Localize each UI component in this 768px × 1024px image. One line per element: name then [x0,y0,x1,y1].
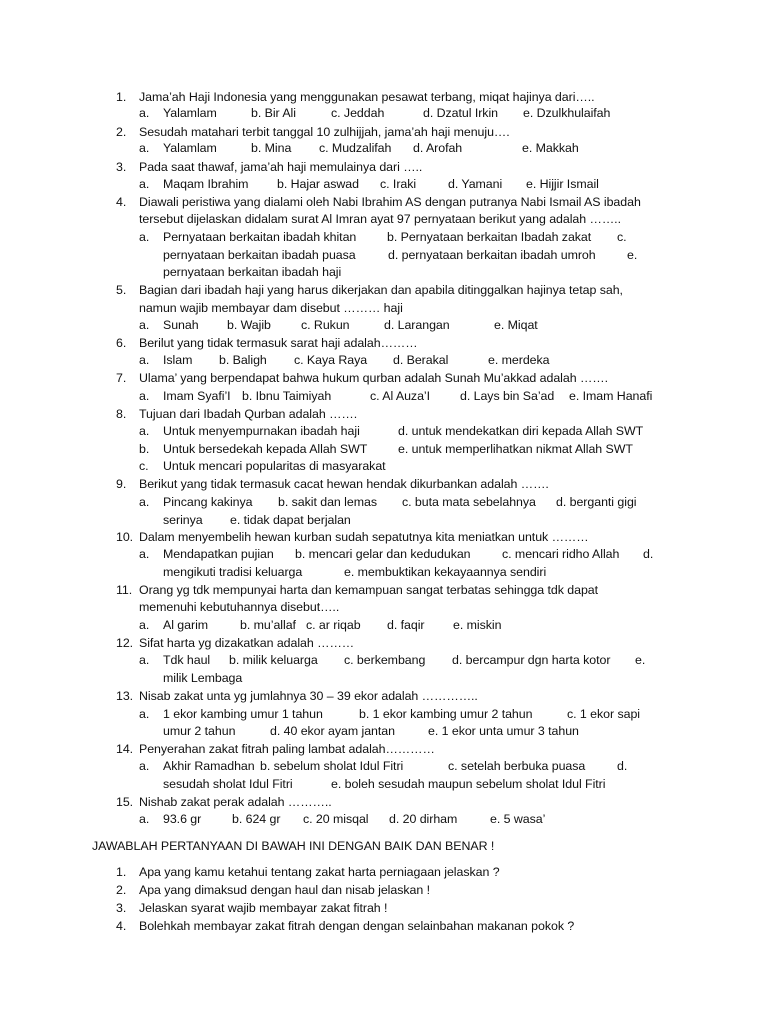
answer-option: e. [635,653,646,667]
answer-option: e. untuk memperlihatkan nikmat Allah SWT [398,442,633,456]
answer-option: d. bercampur dgn harta kotor [452,653,611,667]
answer-option: b. Pernyataan berkaitan Ibadah zakat [387,230,592,244]
question-number: 14. [116,742,134,756]
answer-option: a. [139,812,150,826]
question-text: Berikut yang tidak termasuk cacat hewan hendak dikurbankan adalah ……. [139,477,549,491]
answer-option: c. 20 misqal [303,812,369,826]
answer-option: d. untuk mendekatkan diri kepada Allah SWT [398,424,644,438]
answer-option: b. [139,442,150,456]
question-text: Penyerahan zakat fitrah paling lambat adalah………… [139,742,435,756]
answer-option: e. 5 wasa’ [490,812,546,826]
answer-option: milik Lembaga [163,671,243,685]
answer-option: sesudah sholat Idul Fitri [163,777,293,791]
answer-option: e. merdeka [488,353,550,367]
answer-option: d. berganti gigi [556,495,637,509]
answer-option: Untuk bersedekah kepada Allah SWT [163,442,368,456]
answer-option: a. [139,759,150,773]
question-text: Sesudah matahari terbit tanggal 10 zulhijjah, jama’ah haji menuju…. [139,125,510,139]
answer-option: c. buta mata sebelahnya [402,495,536,509]
essay-item-text: Bolehkah membayar zakat fitrah dengan dengan selainbahan makanan pokok ? [139,919,575,933]
question-number: 10. [116,530,134,544]
answer-option: a. [139,106,150,120]
question-text: Tujuan dari Ibadah Qurban adalah ……. [139,407,358,421]
essay-item-text: Jelaskan syarat wajib membayar zakat fitrah ! [139,901,388,915]
answer-option: c. setelah berbuka puasa [448,759,586,773]
answer-option: e. tidak dapat berjalan [230,513,351,527]
answer-option: pernyataan berkaitan ibadah haji [163,265,342,279]
answer-option: c. [617,230,627,244]
answer-option: e. Imam Hanafi [569,389,653,403]
answer-option: mengikuti tradisi keluarga [163,565,303,579]
question-text: namun wajib membayar dam disebut ……… haji [139,301,403,315]
answer-option: b. Ibnu Taimiyah [242,389,332,403]
answer-option: c. ar riqab [306,618,361,632]
answer-option: a. [139,618,150,632]
answer-option: d. [643,547,654,561]
question-number: 3. [116,160,127,174]
answer-option: a. [139,318,150,332]
answer-option: b. Baligh [219,353,267,367]
answer-option: 1 ekor kambing umur 1 tahun [163,707,323,721]
question-text: Nisab zakat unta yg jumlahnya 30 – 39 ekor adalah ………….. [139,689,478,703]
answer-option: d. Dzatul Irkin [423,106,498,120]
answer-option: Sunah [163,318,199,332]
answer-option: c. mencari ridho Allah [502,547,620,561]
answer-option: b. Mina [251,141,292,155]
answer-option: b. sebelum sholat Idul Fitri [260,759,404,773]
answer-option: d. 20 dirham [389,812,458,826]
answer-option: c. Iraki [380,177,417,191]
answer-option: Untuk mencari popularitas di masyarakat [163,459,386,473]
answer-option: e. [627,248,638,262]
answer-option: d. Arofah [413,141,463,155]
essay-heading: JAWABLAH PERTANYAAN DI BAWAH INI DENGAN BAIK DAN BENAR ! [92,839,495,853]
answer-option: b. 624 gr [232,812,281,826]
answer-option: Maqam Ibrahim [163,177,249,191]
answer-option: e. membuktikan kekayaannya sendiri [344,565,547,579]
answer-option: a. [139,547,150,561]
question-text: Jama’ah Haji Indonesia yang menggunakan pesawat terbang, miqat hajinya dari….. [139,90,595,104]
answer-option: Yalamlam [163,106,217,120]
answer-option: a. [139,230,150,244]
question-text: Sifat harta yg dizakatkan adalah ……… [139,636,355,650]
answer-option: a. [139,177,150,191]
question-text: Ulama’ yang berpendapat bahwa hukum qurban adalah Sunah Mu’akkad adalah ……. [139,371,609,385]
essay-item-number: 4. [116,919,127,933]
answer-option: b. mu’allaf [240,618,296,632]
question-text: Pada saat thawaf, jama’ah haji memulainya dari ….. [139,160,423,174]
question-text: Nishab zakat perak adalah ……….. [139,795,332,809]
answer-option: pernyataan berkaitan ibadah puasa [163,248,356,262]
question-number: 13. [116,689,134,703]
answer-option: c. 1 ekor sapi [567,707,640,721]
answer-option: a. [139,389,150,403]
essay-item-number: 3. [116,901,127,915]
answer-option: c. Mudzalifah [319,141,392,155]
answer-option: e. Dzulkhulaifah [523,106,611,120]
answer-option: Pincang kakinya [163,495,253,509]
question-number: 15. [116,795,134,809]
answer-option: Al garim [163,618,209,632]
answer-option: Imam Syafi’I [163,389,231,403]
answer-option: a. [139,495,150,509]
answer-option: d. 40 ekor ayam jantan [270,724,395,738]
answer-option: e. Hijjir Ismail [526,177,599,191]
essay-item-number: 1. [116,865,127,879]
answer-option: a. [139,424,150,438]
answer-option: e. miskin [453,618,502,632]
question-number: 8. [116,407,127,421]
answer-option: c. Al Auza’I [370,389,431,403]
question-number: 2. [116,125,127,139]
answer-option: e. Miqat [494,318,538,332]
answer-option: d. [617,759,628,773]
question-number: 7. [116,371,127,385]
question-number: 6. [116,336,127,350]
answer-option: 93.6 gr [163,812,202,826]
answer-option: b. Hajar aswad [277,177,359,191]
answer-option: Yalamlam [163,141,217,155]
question-number: 12. [116,636,134,650]
question-text: Dalam menyembelih hewan kurban sudah sepatutnya kita meniatkan untuk ……… [139,530,589,544]
answer-option: c. Kaya Raya [294,353,368,367]
answer-option: e. 1 ekor unta umur 3 tahun [428,724,579,738]
question-number: 5. [116,283,127,297]
essay-item-text: Apa yang dimaksud dengan haul dan nisab jelaskan ! [139,883,430,897]
question-number: 1. [116,90,127,104]
question-text: Bagian dari ibadah haji yang harus dikerjakan dan apabila ditinggalkan hajinya tetap sah, [139,283,623,297]
answer-option: c. Rukun [301,318,350,332]
answer-option: b. 1 ekor kambing umur 2 tahun [359,707,533,721]
answer-option: c. Jeddah [331,106,385,120]
answer-option: c. berkembang [344,653,426,667]
question-number: 9. [116,477,127,491]
answer-option: d. Yamani [448,177,503,191]
answer-option: Tdk haul [163,653,211,667]
answer-option: e. boleh sesudah maupun sebelum sholat Idul Fitri [331,777,606,791]
answer-option: a. [139,653,150,667]
answer-option: b. mencari gelar dan kedudukan [295,547,471,561]
question-text: Orang yg tdk mempunyai harta dan kemampuan sangat terbatas sehingga tdk dapat [139,583,599,597]
answer-option: d. Berakal [393,353,449,367]
answer-option: d. Lays bin Sa’ad [460,389,555,403]
answer-option: a. [139,141,150,155]
answer-option: d. pernyataan berkaitan ibadah umroh [388,248,596,262]
question-text: tersebut dijelaskan didalam surat Al Imran ayat 97 pernyataan berikut yang adalah …….. [139,212,621,226]
answer-option: d. Larangan [384,318,450,332]
question-text: memenuhi kebutuhannya disebut….. [139,600,340,614]
answer-option: a. [139,707,150,721]
essay-item-number: 2. [116,883,127,897]
answer-option: b. Wajib [227,318,271,332]
answer-option: b. sakit dan lemas [278,495,377,509]
answer-option: Mendapatkan pujian [163,547,274,561]
answer-option: a. [139,353,150,367]
answer-option: Untuk menyempurnakan ibadah haji [163,424,360,438]
answer-option: Islam [163,353,193,367]
answer-option: serinya [163,513,203,527]
answer-option: Pernyataan berkaitan ibadah khitan [163,230,357,244]
answer-option: umur 2 tahun [163,724,236,738]
answer-option: Akhir Ramadhan [163,759,255,773]
question-text: Diawali peristiwa yang dialami oleh Nabi Ibrahim AS dengan putranya Nabi Ismail AS ibadah [139,195,641,209]
answer-option: e. Makkah [522,141,579,155]
answer-option: d. faqir [387,618,425,632]
answer-option: b. milik keluarga [229,653,318,667]
essay-item-text: Apa yang kamu ketahui tentang zakat harta perniagaan jelaskan ? [139,865,500,879]
answer-option: b. Bir Ali [251,106,296,120]
question-number: 4. [116,195,127,209]
answer-option: c. [139,459,149,473]
question-text: Berilut yang tidak termasuk sarat haji adalah……… [139,336,418,350]
question-number: 11. [116,583,133,597]
